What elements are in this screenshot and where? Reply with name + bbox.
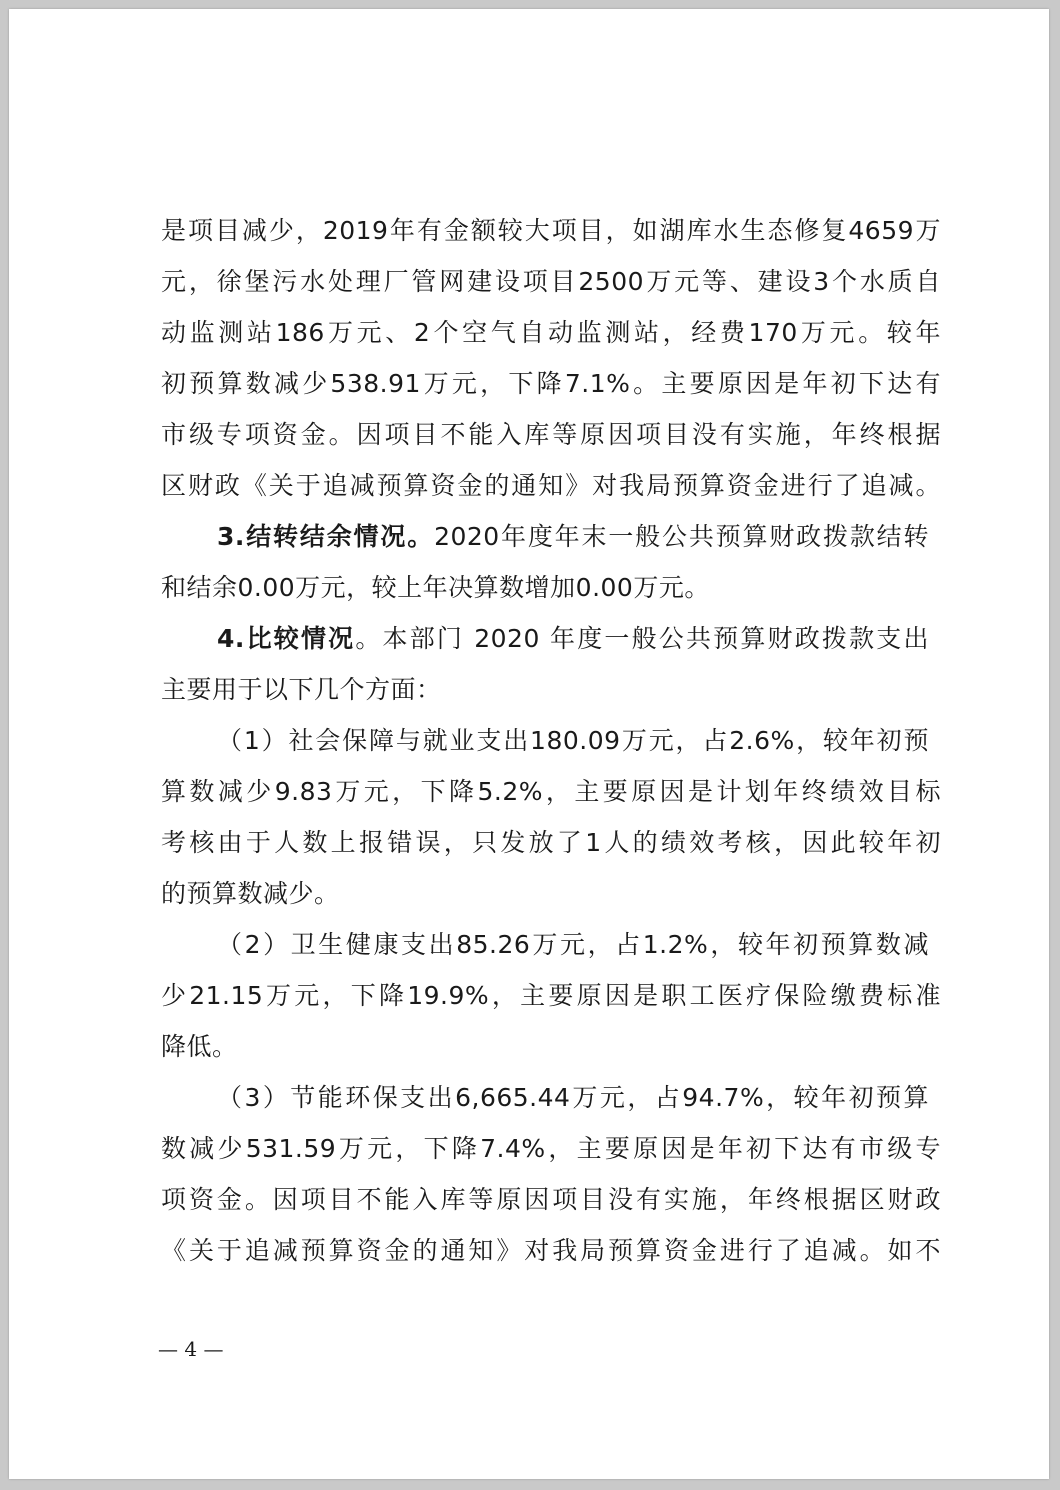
text-line: 区财政《关于追减预算资金的通知》对我局预算资金进行了追减。: [161, 471, 941, 500]
text-line: 市级专项资金。因项目不能入库等原因项目没有实施，年终根据: [161, 420, 941, 449]
text-line: 初预算数减少538.91万元，下降7.1%。主要原因是年初下达有: [161, 369, 941, 398]
heading-3-title: 3.结转结余情况。: [217, 522, 435, 551]
text-line: 主要用于以下几个方面：: [161, 675, 442, 704]
text-line: 元，徐堡污水处理厂管网建设项目2500万元等、建设3个水质自: [161, 267, 941, 296]
section-heading-4: [217, 619, 929, 659]
text-line: 少21.15万元，下降19.9%，主要原因是职工医疗保险缴费标准: [161, 981, 941, 1010]
text-line: 降低。: [161, 1032, 238, 1061]
text-line: （3）节能环保支出6,665.44万元，占94.7%，较年初预算: [217, 1083, 929, 1112]
text-line: （2）卫生健康支出85.26万元，占1.2%，较年初预算数减: [217, 930, 929, 959]
text-line: （1）社会保障与就业支出180.09万元，占2.6%，较年初预: [217, 726, 929, 755]
text-line: 数减少531.59万元，下降7.4%，主要原因是年初下达有市级专: [161, 1134, 941, 1163]
heading-4-text: 。本部门 2020 年度一般公共预算财政拨款支出: [355, 624, 929, 653]
text-line: 算数减少9.83万元，下降5.2%，主要原因是计划年终绩效目标: [161, 777, 941, 806]
heading-4-title: 4.比较情况: [217, 624, 356, 653]
text-line: 《关于追减预算资金的通知》对我局预算资金进行了追减。如不: [161, 1236, 941, 1265]
page-number: — 4 —: [158, 1337, 224, 1361]
text-line: 动监测站186万元、2个空气自动监测站，经费170万元。较年: [161, 318, 941, 347]
text-line: 的预算数减少。: [161, 879, 340, 908]
text-line: 和结余0.00万元，较上年决算数增加0.00万元。: [161, 573, 710, 602]
heading-3-text: 2020年度年末一般公共预算财政拨款结转: [434, 522, 929, 551]
text-line: 项资金。因项目不能入库等原因项目没有实施，年终根据区财政: [161, 1185, 941, 1214]
section-heading-3: [217, 517, 929, 557]
text-line: 是项目减少，2019年有金额较大项目，如湖库水生态修复4659万: [161, 216, 941, 245]
document-page: [9, 9, 1049, 1479]
text-line: 考核由于人数上报错误，只发放了1人的绩效考核，因此较年初: [161, 828, 941, 857]
